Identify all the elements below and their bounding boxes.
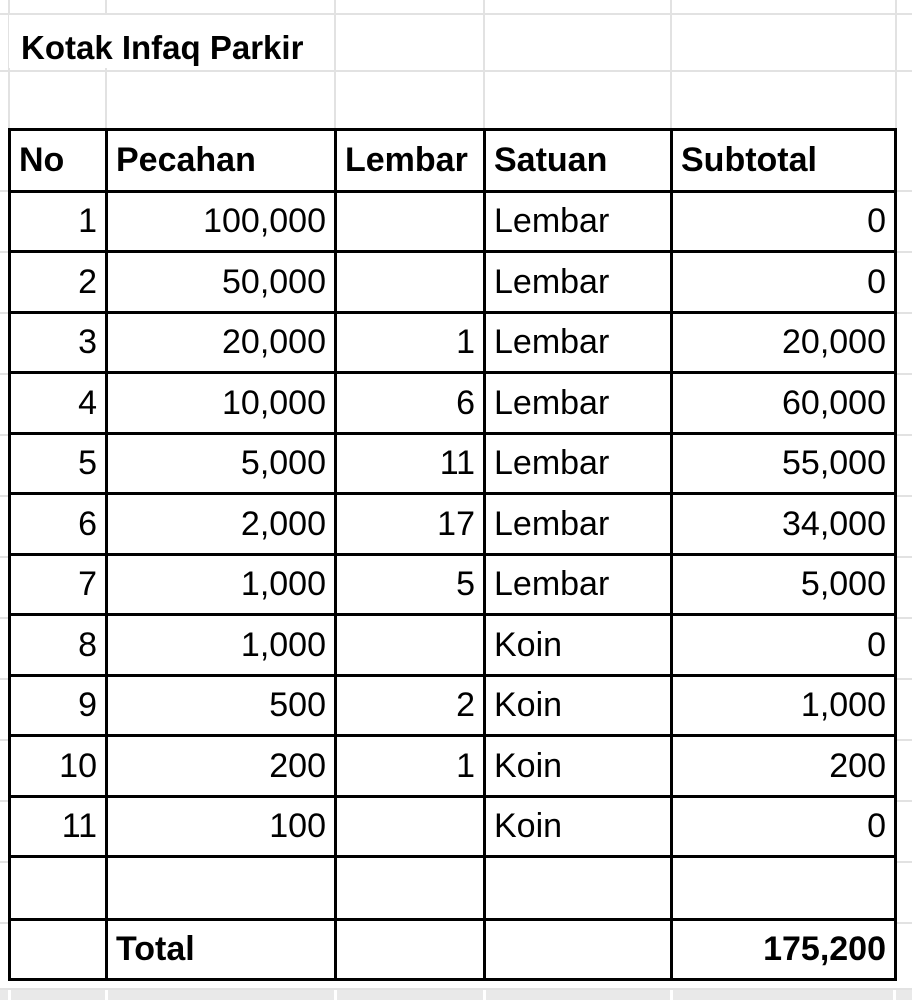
cell-pecahan-5[interactable]: 5,000 bbox=[107, 434, 336, 494]
cell-lembar-7[interactable]: 5 bbox=[336, 555, 485, 615]
sheet-title: Kotak Infaq Parkir bbox=[21, 29, 304, 66]
table-row bbox=[10, 494, 896, 555]
cell-subtotal-1[interactable]: 0 bbox=[672, 192, 896, 252]
cell-pecahan-11[interactable]: 100 bbox=[107, 797, 336, 857]
header-lembar[interactable]: Lembar bbox=[336, 130, 485, 192]
gridline-gap bbox=[670, 990, 673, 1000]
header-row bbox=[10, 130, 896, 192]
cell-lembar-4[interactable]: 6 bbox=[336, 373, 485, 434]
table-row bbox=[10, 615, 896, 676]
gridline-gap bbox=[334, 990, 337, 1000]
gridline-row-stubs-left bbox=[0, 190, 8, 982]
total-value[interactable]: 175,200 bbox=[672, 920, 896, 980]
cell-satuan-7[interactable]: Lembar bbox=[485, 555, 672, 615]
cell-lembar-2[interactable] bbox=[336, 252, 485, 313]
cell-satuan-3[interactable]: Lembar bbox=[485, 313, 672, 373]
cell-pecahan-7[interactable]: 1,000 bbox=[107, 555, 336, 615]
cell-pecahan-6[interactable]: 2,000 bbox=[107, 494, 336, 555]
cell-subtotal-2[interactable]: 0 bbox=[672, 252, 896, 313]
cell-lembar-11[interactable] bbox=[336, 797, 485, 857]
cell-satuan-5[interactable]: Lembar bbox=[485, 434, 672, 494]
gridline-gap bbox=[8, 990, 11, 1000]
cell-empty[interactable] bbox=[336, 857, 485, 920]
cell-subtotal-4[interactable]: 60,000 bbox=[672, 373, 896, 434]
table-row bbox=[10, 192, 896, 252]
cell-no-6[interactable]: 6 bbox=[10, 494, 107, 555]
cash-count-table bbox=[8, 128, 897, 981]
cell-subtotal-6[interactable]: 34,000 bbox=[672, 494, 896, 555]
cell-lembar-9[interactable]: 2 bbox=[336, 676, 485, 736]
cell-lembar-1[interactable] bbox=[336, 192, 485, 252]
table-row bbox=[10, 555, 896, 615]
cell-empty[interactable] bbox=[107, 857, 336, 920]
table-row bbox=[10, 313, 896, 373]
cell-no-1[interactable]: 1 bbox=[10, 192, 107, 252]
cell-lembar-8[interactable] bbox=[336, 615, 485, 676]
cell-lembar-6[interactable]: 17 bbox=[336, 494, 485, 555]
table-row bbox=[10, 797, 896, 857]
cell-subtotal-9[interactable]: 1,000 bbox=[672, 676, 896, 736]
table-row bbox=[10, 252, 896, 313]
bottom-row-band bbox=[0, 990, 912, 1000]
cell-no-7[interactable]: 7 bbox=[10, 555, 107, 615]
table-row bbox=[10, 373, 896, 434]
cell-no-11[interactable]: 11 bbox=[10, 797, 107, 857]
cell-subtotal-11[interactable]: 0 bbox=[672, 797, 896, 857]
header-subtotal[interactable]: Subtotal bbox=[672, 130, 896, 192]
cell-satuan-1[interactable]: Lembar bbox=[485, 192, 672, 252]
gridline-vertical bbox=[895, 0, 897, 129]
cell-no-5[interactable]: 5 bbox=[10, 434, 107, 494]
cell-satuan-2[interactable]: Lembar bbox=[485, 252, 672, 313]
cell-satuan-4[interactable]: Lembar bbox=[485, 373, 672, 434]
cell-pecahan-9[interactable]: 500 bbox=[107, 676, 336, 736]
table-row bbox=[10, 736, 896, 797]
cell-pecahan-3[interactable]: 20,000 bbox=[107, 313, 336, 373]
cell-satuan-11[interactable]: Koin bbox=[485, 797, 672, 857]
cell-subtotal-7[interactable]: 5,000 bbox=[672, 555, 896, 615]
cell-satuan-6[interactable]: Lembar bbox=[485, 494, 672, 555]
cell-lembar-10[interactable]: 1 bbox=[336, 736, 485, 797]
table-row bbox=[10, 676, 896, 736]
gridline-gap bbox=[105, 990, 108, 1000]
gridline-vertical bbox=[670, 0, 672, 129]
cell-subtotal-3[interactable]: 20,000 bbox=[672, 313, 896, 373]
cell-subtotal-10[interactable]: 200 bbox=[672, 736, 896, 797]
header-no[interactable]: No bbox=[10, 130, 107, 192]
empty-row bbox=[10, 857, 896, 920]
cell-lembar-3[interactable]: 1 bbox=[336, 313, 485, 373]
cell-no-8[interactable]: 8 bbox=[10, 615, 107, 676]
gridline-gap bbox=[893, 990, 896, 1000]
cell-no-3[interactable]: 3 bbox=[10, 313, 107, 373]
gridline-gap bbox=[483, 990, 486, 1000]
total-row bbox=[10, 920, 896, 980]
cell-no-10[interactable]: 10 bbox=[10, 736, 107, 797]
cell-subtotal-5[interactable]: 55,000 bbox=[672, 434, 896, 494]
cell-satuan-8[interactable]: Koin bbox=[485, 615, 672, 676]
gridline-row-stubs-right bbox=[897, 190, 912, 982]
cell-lembar-5[interactable]: 11 bbox=[336, 434, 485, 494]
cell-no-9[interactable]: 9 bbox=[10, 676, 107, 736]
total-label[interactable]: Total bbox=[107, 920, 336, 980]
gridline-vertical bbox=[483, 0, 485, 129]
gridline-vertical bbox=[334, 0, 336, 129]
cell-empty[interactable] bbox=[10, 920, 107, 980]
cell-pecahan-4[interactable]: 10,000 bbox=[107, 373, 336, 434]
cell-empty[interactable] bbox=[485, 920, 672, 980]
cell-satuan-10[interactable]: Koin bbox=[485, 736, 672, 797]
cell-subtotal-8[interactable]: 0 bbox=[672, 615, 896, 676]
cell-empty[interactable] bbox=[10, 857, 107, 920]
gridline-horizontal bbox=[0, 70, 912, 72]
cell-pecahan-2[interactable]: 50,000 bbox=[107, 252, 336, 313]
header-satuan[interactable]: Satuan bbox=[485, 130, 672, 192]
cell-empty[interactable] bbox=[672, 857, 896, 920]
cell-no-4[interactable]: 4 bbox=[10, 373, 107, 434]
title-cell[interactable] bbox=[9, 15, 331, 68]
cell-satuan-9[interactable]: Koin bbox=[485, 676, 672, 736]
table-row bbox=[10, 434, 896, 494]
cell-pecahan-10[interactable]: 200 bbox=[107, 736, 336, 797]
cell-pecahan-8[interactable]: 1,000 bbox=[107, 615, 336, 676]
cell-empty[interactable] bbox=[485, 857, 672, 920]
header-pecahan[interactable]: Pecahan bbox=[107, 130, 336, 192]
cell-empty[interactable] bbox=[336, 920, 485, 980]
cell-no-2[interactable]: 2 bbox=[10, 252, 107, 313]
cell-pecahan-1[interactable]: 100,000 bbox=[107, 192, 336, 252]
